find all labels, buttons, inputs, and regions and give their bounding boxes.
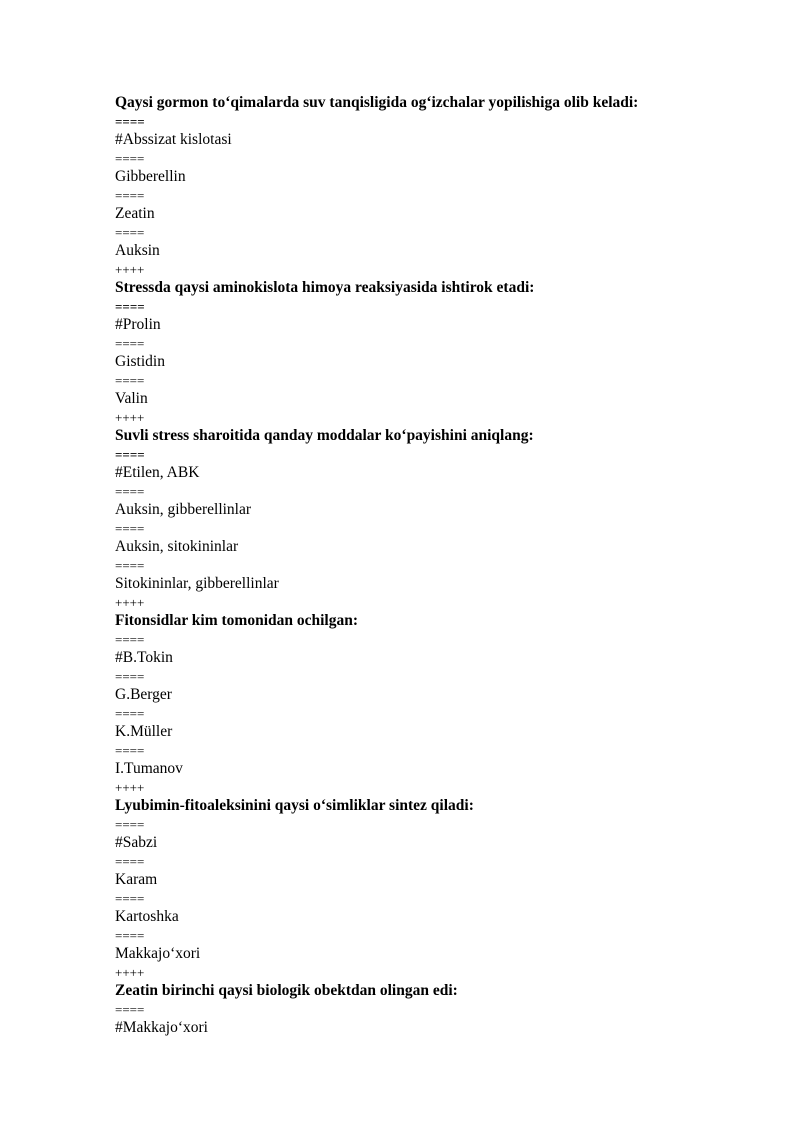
- answer-option: Karam: [115, 871, 158, 888]
- question-text: Zeatin birinchi qaysi biologik obektdan olingan edi:: [115, 982, 458, 999]
- answer-separator: ====: [115, 372, 145, 388]
- question-terminator: ++++: [115, 594, 145, 610]
- answer-option: Sitokininlar, gibberellinlar: [115, 575, 279, 592]
- answer-separator: ====: [115, 1001, 145, 1017]
- answer-separator: ====: [115, 705, 145, 721]
- answer-separator: ====: [115, 668, 145, 684]
- answer-separator: ====: [115, 187, 145, 203]
- question-terminator: ++++: [115, 261, 145, 277]
- answer-option: G.Berger: [115, 686, 172, 703]
- answer-separator: ====: [115, 557, 145, 573]
- answer-option: #Prolin: [115, 316, 161, 333]
- document-body: [115, 94, 765, 1038]
- answer-option: Gistidin: [115, 353, 165, 370]
- answer-separator: ====: [115, 113, 145, 129]
- answer-option: K.Müller: [115, 723, 173, 740]
- answer-option: Auksin: [115, 242, 160, 259]
- answer-separator: ====: [115, 298, 145, 314]
- answer-option: #Abssizat kislotasi: [115, 131, 232, 148]
- question-terminator: ++++: [115, 409, 145, 425]
- question-text: Qaysi gormon to‘qimalarda suv tanqisligida og‘izchalar yopilishiga olib keladi:: [115, 94, 639, 111]
- answer-option: Makkajo‘xori: [115, 945, 201, 962]
- answer-separator: ====: [115, 446, 145, 462]
- answer-option: I.Tumanov: [115, 760, 183, 777]
- answer-option: Kartoshka: [115, 908, 179, 925]
- answer-option: Gibberellin: [115, 168, 186, 185]
- answer-separator: ====: [115, 742, 145, 758]
- answer-option: Auksin, sitokininlar: [115, 538, 239, 555]
- answer-option: Valin: [115, 390, 148, 407]
- answer-option: #B.Tokin: [115, 649, 173, 666]
- question-text: Suvli stress sharoitida qanday moddalar ko‘payishini aniqlang:: [115, 427, 534, 444]
- answer-option: #Etilen, ABK: [115, 464, 200, 481]
- answer-separator: ====: [115, 631, 145, 647]
- answer-separator: ====: [115, 816, 145, 832]
- question-terminator: ++++: [115, 779, 145, 795]
- answer-separator: ====: [115, 853, 145, 869]
- answer-separator: ====: [115, 927, 145, 943]
- answer-option: Auksin, gibberellinlar: [115, 501, 252, 518]
- answer-option: #Makkajo‘xori: [115, 1019, 208, 1036]
- answer-separator: ====: [115, 335, 145, 351]
- answer-separator: ====: [115, 224, 145, 240]
- answer-separator: ====: [115, 520, 145, 536]
- answer-option: #Sabzi: [115, 834, 158, 851]
- question-text: Stressda qaysi aminokislota himoya reaksiyasida ishtirok etadi:: [115, 279, 535, 296]
- answer-separator: ====: [115, 150, 145, 166]
- answer-separator: ====: [115, 890, 145, 906]
- question-text: Lyubimin-fitoaleksinini qaysi o‘simliklar sintez qiladi:: [115, 797, 474, 814]
- answer-separator: ====: [115, 483, 145, 499]
- answer-option: Zeatin: [115, 205, 155, 222]
- question-terminator: ++++: [115, 964, 145, 980]
- question-text: Fitonsidlar kim tomonidan ochilgan:: [115, 612, 359, 629]
